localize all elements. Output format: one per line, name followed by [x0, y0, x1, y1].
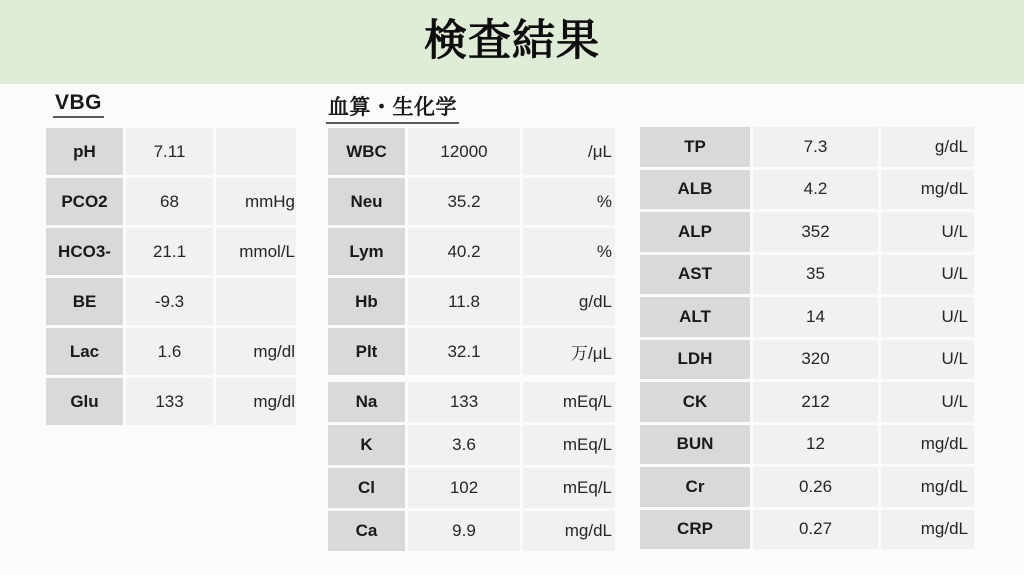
row-label-cell: Lac [46, 328, 123, 375]
table-row [328, 278, 615, 325]
row-label-cell: Glu [46, 378, 123, 425]
row-label-cell: Plt [328, 328, 405, 375]
row-value-cell: 3.6 [408, 425, 520, 465]
row-label-cell: K [328, 425, 405, 465]
row-unit-cell: mEq/L [523, 425, 615, 465]
table-row [46, 178, 296, 225]
vbg-section-heading-text: VBG [53, 91, 104, 118]
table-row [640, 467, 974, 507]
table-row [46, 278, 296, 325]
row-unit-cell: mg/dL [523, 511, 615, 551]
title-banner [0, 0, 1024, 84]
row-label-cell: Na [328, 382, 405, 422]
row-label-cell: Ca [328, 511, 405, 551]
row-unit-cell: 万/μL [523, 328, 615, 375]
row-value-cell: 68 [126, 178, 213, 225]
row-label-cell: ALP [640, 212, 750, 252]
table-row [46, 228, 296, 275]
row-unit-cell: mEq/L [523, 382, 615, 422]
row-label-cell: Cl [328, 468, 405, 508]
row-label-cell: LDH [640, 340, 750, 380]
row-value-cell: 133 [126, 378, 213, 425]
row-value-cell: 0.26 [753, 467, 878, 507]
table-row [328, 228, 615, 275]
row-label-cell: WBC [328, 128, 405, 175]
row-unit-cell: g/dL [881, 127, 974, 167]
vbg-section-heading [53, 91, 104, 118]
row-unit-cell: U/L [881, 340, 974, 380]
row-value-cell: 4.2 [753, 170, 878, 210]
row-label-cell: CK [640, 382, 750, 422]
labs-section-heading-text: 血算・生化学 [326, 91, 459, 124]
row-value-cell: 7.3 [753, 127, 878, 167]
row-unit-cell: mmol/L [216, 228, 296, 275]
table-row [328, 511, 615, 551]
table-row [640, 212, 974, 252]
row-label-cell: AST [640, 255, 750, 295]
row-value-cell: 352 [753, 212, 878, 252]
row-value-cell: 11.8 [408, 278, 520, 325]
row-unit-cell: mg/dL [881, 170, 974, 210]
row-unit-cell: % [523, 228, 615, 275]
row-label-cell: ALT [640, 297, 750, 337]
row-unit-cell: U/L [881, 382, 974, 422]
row-unit-cell: mg/dL [881, 467, 974, 507]
row-unit-cell [216, 278, 296, 325]
row-unit-cell: mmHg [216, 178, 296, 225]
table-row [328, 128, 615, 175]
row-label-cell: PCO2 [46, 178, 123, 225]
row-value-cell: 0.27 [753, 510, 878, 550]
page-title: 検査結果 [424, 17, 600, 65]
row-label-cell: pH [46, 128, 123, 175]
row-label-cell: ALB [640, 170, 750, 210]
row-unit-cell: U/L [881, 297, 974, 337]
table-row [328, 425, 615, 465]
row-label-cell: Cr [640, 467, 750, 507]
row-value-cell: 1.6 [126, 328, 213, 375]
row-unit-cell: mg/dl [216, 378, 296, 425]
row-label-cell: BE [46, 278, 123, 325]
table-row [640, 170, 974, 210]
row-unit-cell: U/L [881, 212, 974, 252]
row-value-cell: 7.11 [126, 128, 213, 175]
table-row [328, 468, 615, 508]
table-row [328, 382, 615, 422]
chemistry-table [640, 127, 974, 549]
table-row [46, 128, 296, 175]
row-unit-cell: /μL [523, 128, 615, 175]
electrolytes-table [328, 382, 615, 551]
row-value-cell: 12 [753, 425, 878, 465]
row-unit-cell: mg/dl [216, 328, 296, 375]
table-row [328, 178, 615, 225]
row-unit-cell: mEq/L [523, 468, 615, 508]
row-unit-cell: % [523, 178, 615, 225]
row-label-cell: BUN [640, 425, 750, 465]
row-value-cell: 9.9 [408, 511, 520, 551]
row-value-cell: -9.3 [126, 278, 213, 325]
row-unit-cell: mg/dL [881, 510, 974, 550]
row-label-cell: TP [640, 127, 750, 167]
row-value-cell: 14 [753, 297, 878, 337]
table-row [640, 340, 974, 380]
row-label-cell: CRP [640, 510, 750, 550]
row-label-cell: Hb [328, 278, 405, 325]
row-value-cell: 102 [408, 468, 520, 508]
table-row [46, 378, 296, 425]
row-label-cell: HCO3- [46, 228, 123, 275]
row-label-cell: Neu [328, 178, 405, 225]
table-row [328, 328, 615, 375]
labs-section-heading [326, 91, 459, 124]
row-unit-cell: mg/dL [881, 425, 974, 465]
row-unit-cell [216, 128, 296, 175]
row-value-cell: 35 [753, 255, 878, 295]
table-row [640, 382, 974, 422]
vbg-table [46, 128, 296, 425]
row-value-cell: 12000 [408, 128, 520, 175]
table-row [640, 510, 974, 550]
table-row [640, 255, 974, 295]
row-value-cell: 35.2 [408, 178, 520, 225]
row-value-cell: 21.1 [126, 228, 213, 275]
row-value-cell: 32.1 [408, 328, 520, 375]
table-row [640, 425, 974, 465]
row-unit-cell: U/L [881, 255, 974, 295]
table-row [46, 328, 296, 375]
row-value-cell: 212 [753, 382, 878, 422]
row-value-cell: 320 [753, 340, 878, 380]
table-row [640, 297, 974, 337]
row-unit-cell: g/dL [523, 278, 615, 325]
row-label-cell: Lym [328, 228, 405, 275]
row-value-cell: 133 [408, 382, 520, 422]
cbc-table [328, 128, 615, 375]
row-value-cell: 40.2 [408, 228, 520, 275]
table-row [640, 127, 974, 167]
